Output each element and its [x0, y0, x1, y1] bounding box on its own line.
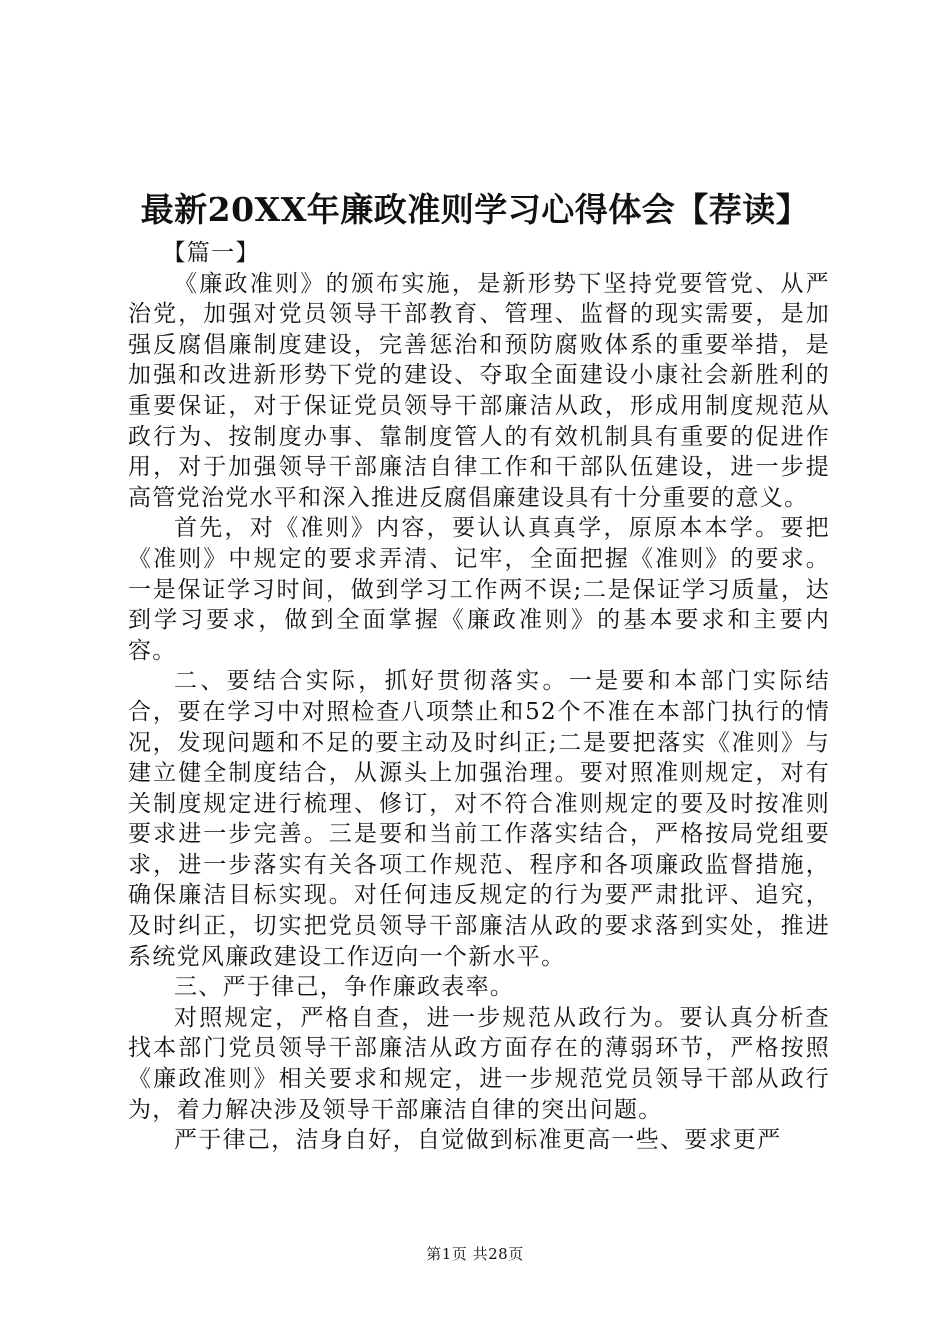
paragraph-5: 对照规定，严格自查，进一步规范从政行为。要认真分析查找本部门党员领导干部廉洁从政方面存在的薄弱环节，严格按照《廉政准则》相关要求和规定，进一步规范党员领导干部从政行为，着力解决涉及领导干部廉洁自律的突出问题。: [128, 1004, 830, 1123]
section-label: 【篇一】: [162, 240, 260, 266]
page-footer: 第1页 共28页: [426, 1245, 524, 1263]
document-body: [128, 238, 830, 1156]
paragraph-2: 首先，对《准则》内容，要认认真真学，原原本本学。要把《准则》中规定的要求弄清、记牢，全面把握《准则》的要求。一是保证学习时间，做到学习工作两不误;二是保证学习质量，达到学习要求，做到全面掌握《廉政准则》的基本要求和主要内容。: [128, 515, 830, 664]
paragraph-4: 三、严于律己，争作廉政表率。: [174, 974, 515, 1001]
paragraph-1: 《廉政准则》的颁布实施，是新形势下坚持党要管党、从严治党，加强对党员领导干部教育、管理、监督的现实需要，是加强反腐倡廉制度建设，完善惩治和预防腐败体系的重要举措，是加强和改进新形势下党的建设、夺取全面建设小康社会新胜利的重要保证，对于保证党员领导干部廉洁从政，形成用制度规范从政行为、按制度办事、靠制度管人的有效机制具有重要的促进作用，对于加强领导干部廉洁自律工作和干部队伍建设，进一步提高管党治党水平和深入推进反腐倡廉建设具有十分重要的意义。: [128, 270, 830, 511]
document-title: 最新20XX年廉政准则学习心得体会【荐读】: [140, 190, 810, 229]
paragraph-6: 严于律己，洁身自好，自觉做到标准更高一些、要求更严: [174, 1127, 782, 1154]
paragraph-3: 二、要结合实际，抓好贯彻落实。一是要和本部门实际结合，要在学习中对照检查八项禁止和52个不准在本部门执行的情况，发现问题和不足的要主动及时纠正;二是要把落实《准则》与建立健全制度结合，从源头上加强治理。要对照准则规定，对有关制度规定进行梳理、修订，对不符合准则规定的要及时按准则要求进一步完善。三是要和当前工作落实结合，严格按局党组要求，进一步落实有关各项工作规范、程序和各项廉政监督措施，确保廉洁目标实现。对任何违反规定的行为要严肃批评、追究，及时纠正，切实把党员领导干部廉洁从政的要求落到实处，推进系统党风廉政建设工作迈向一个新水平。: [128, 668, 830, 970]
